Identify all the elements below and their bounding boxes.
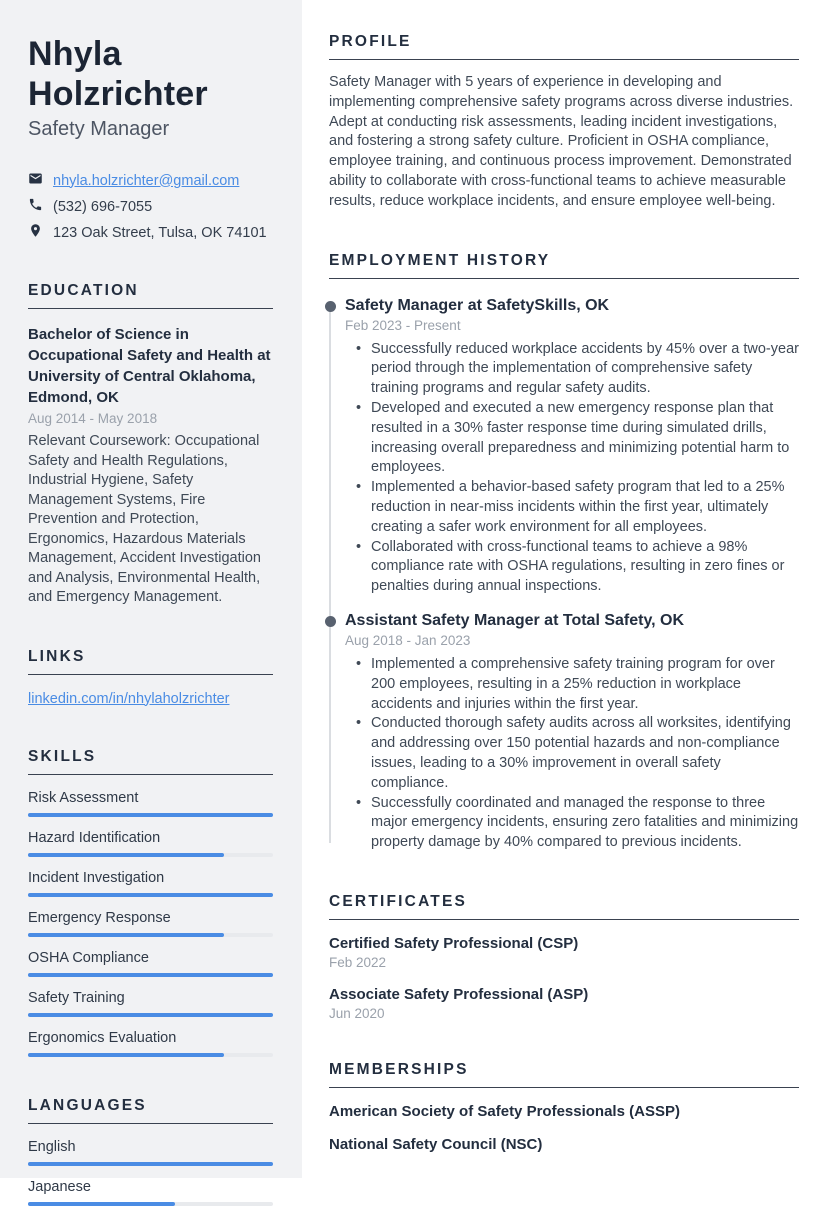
language-level-track: [28, 1162, 273, 1166]
skill-level-track: [28, 853, 273, 857]
skill-name: Emergency Response: [28, 909, 171, 926]
membership-item: American Society of Safety Professionals (ASSP): [329, 1102, 680, 1120]
job-entry: [329, 297, 799, 597]
language-name: Japanese: [28, 1178, 91, 1195]
skill-item: [28, 790, 273, 817]
certificates-heading: CERTIFICATES: [329, 893, 799, 920]
skill-level-bar: [28, 853, 224, 857]
contact-email-row: [28, 171, 273, 190]
certificates-section: [329, 893, 799, 1021]
language-item: [28, 1179, 273, 1206]
job-bullet: • Implemented a behavior-based safety program that led to a 25% reduction in near-miss incidents within the first year, ultimately creating a safer work environment for all employees.: [354, 478, 799, 537]
certificate-date: Jun 2020: [329, 1005, 385, 1021]
languages-heading: LANGUAGES: [28, 1097, 273, 1124]
education-section: [28, 282, 273, 608]
skill-name: Risk Assessment: [28, 789, 139, 806]
language-item: [28, 1139, 273, 1166]
skill-level-track: [28, 813, 273, 817]
location-pin-icon: [28, 223, 43, 242]
job-bullet-list: [354, 655, 799, 853]
links-heading: LINKS: [28, 648, 273, 675]
job-dates: Feb 2023 - Present: [345, 317, 461, 333]
job-bullet: • Successfully reduced workplace accidents by 45% over a two-year period through the implementation of comprehensive safety training programs and regular safety audits.: [354, 340, 799, 399]
person-name: Nhyla Holzrichter: [28, 35, 208, 113]
timeline-dot-icon: [325, 301, 336, 312]
education-heading: EDUCATION: [28, 282, 273, 309]
linkedin-link[interactable]: linkedin.com/in/nhylaholzrichter: [28, 690, 230, 707]
job-dates: Aug 2018 - Jan 2023: [345, 632, 471, 648]
employment-timeline: [329, 297, 799, 853]
membership-item: National Safety Council (NSC): [329, 1135, 543, 1153]
skill-level-track: [28, 1013, 273, 1017]
email-link[interactable]: nhyla.holzrichter@gmail.com: [53, 172, 240, 189]
skill-level-track: [28, 1053, 273, 1057]
sidebar: [0, 0, 302, 1195]
degree-title: Bachelor of Science in Occupational Safety and Health at University of Central Oklahoma, Edmond, OK: [28, 326, 271, 406]
memberships-section: [329, 1061, 799, 1153]
language-level-track: [28, 1202, 273, 1206]
skill-level-bar: [28, 893, 273, 897]
phone-number: (532) 696-7055: [53, 198, 153, 215]
profile-section: [329, 33, 799, 212]
skill-item: [28, 950, 273, 977]
education-description: Relevant Coursework: Occupational Safety and Health Regulations, Industrial Hygiene, Safety Management Systems, Fire Prevention and Protection, Ergonomics, Hazardous Materials Management, Accident Investigation and Analysis, Environmental Health, and Emergency Management.: [28, 433, 261, 605]
skill-level-bar: [28, 813, 273, 817]
job-bullet: • Conducted thorough safety audits across all worksites, identifying and addressing over 150 potential hazards and non-compliance issues, leading to a 30% improvement in overall safety compliance.: [354, 714, 799, 793]
certificate-item: [329, 935, 799, 970]
language-name: English: [28, 1138, 76, 1155]
main-content: [302, 0, 833, 1178]
skill-level-track: [28, 973, 273, 977]
skill-name: OSHA Compliance: [28, 949, 149, 966]
education-dates: Aug 2014 - May 2018: [28, 411, 158, 426]
certificate-date: Feb 2022: [329, 954, 387, 970]
profile-heading: PROFILE: [329, 33, 799, 60]
job-entry: [329, 612, 799, 853]
skill-level-bar: [28, 973, 273, 977]
education-item: [28, 324, 273, 608]
skill-level-track: [28, 933, 273, 937]
contact-address-row: [28, 223, 273, 242]
skill-name: Ergonomics Evaluation: [28, 1029, 177, 1046]
certificate-title: Certified Safety Professional (CSP): [329, 934, 579, 952]
job-bullet: • Developed and executed a new emergency response plan that resulted in a 30% faster response time during simulated drills, increasing overall preparedness and minimizing potential harm to employees.: [354, 399, 799, 478]
certificate-title: Associate Safety Professional (ASP): [329, 985, 589, 1003]
skill-item: [28, 870, 273, 897]
phone-icon: [28, 197, 43, 216]
language-level-bar: [28, 1162, 273, 1166]
skill-item: [28, 990, 273, 1017]
contact-phone-row: [28, 197, 273, 216]
person-job-title: Safety Manager: [28, 118, 170, 140]
skill-name: Safety Training: [28, 989, 125, 1006]
certificate-item: [329, 986, 799, 1021]
language-level-bar: [28, 1202, 175, 1206]
memberships-heading: MEMBERSHIPS: [329, 1061, 799, 1088]
skill-item: [28, 910, 273, 937]
languages-section: [28, 1097, 273, 1206]
skill-item: [28, 830, 273, 857]
job-bullet: • Collaborated with cross-functional teams to achieve a 98% compliance rate with OSHA regulations, resulting in zero fines or penalties during annual inspections.: [354, 538, 799, 597]
skill-item: [28, 1030, 273, 1057]
profile-text: Safety Manager with 5 years of experience in developing and implementing comprehensive safety programs across diverse industries. Adept at conducting risk assessments, leading incident investigations, and fostering a strong safety culture. Proficient in OSHA compliance, employee training, and continuous process improvement. Demonstrated ability to collaborate with cross-functional teams to achieve measurable results, reduce workplace incidents, and ensure employee well-being.: [329, 74, 794, 209]
job-bullet: • Implemented a comprehensive safety training program for over 200 employees, resulting in a 25% reduction in workplace accidents and injuries within the first year.: [354, 655, 799, 714]
job-title: Assistant Safety Manager at Total Safety, OK: [345, 611, 685, 629]
job-bullet: • Successfully coordinated and managed the response to three major emergency incidents, ensuring zero fatalities and minimizing property damage by 40% compared to previous incidents.: [354, 794, 799, 853]
skill-level-track: [28, 893, 273, 897]
skills-section: [28, 748, 273, 1057]
skill-level-bar: [28, 1013, 273, 1017]
envelope-icon: [28, 171, 43, 190]
employment-section: [329, 252, 799, 853]
contact-block: [28, 171, 273, 242]
links-section: [28, 648, 273, 708]
job-bullet-list: [354, 340, 799, 597]
timeline-dot-icon: [325, 616, 336, 627]
skill-name: Hazard Identification: [28, 829, 161, 846]
employment-heading: EMPLOYMENT HISTORY: [329, 252, 799, 279]
skill-level-bar: [28, 933, 224, 937]
skill-name: Incident Investigation: [28, 869, 165, 886]
job-title: Safety Manager at SafetySkills, OK: [345, 296, 610, 314]
skills-heading: SKILLS: [28, 748, 273, 775]
skill-level-bar: [28, 1053, 224, 1057]
address-text: 123 Oak Street, Tulsa, OK 74101: [53, 224, 267, 241]
